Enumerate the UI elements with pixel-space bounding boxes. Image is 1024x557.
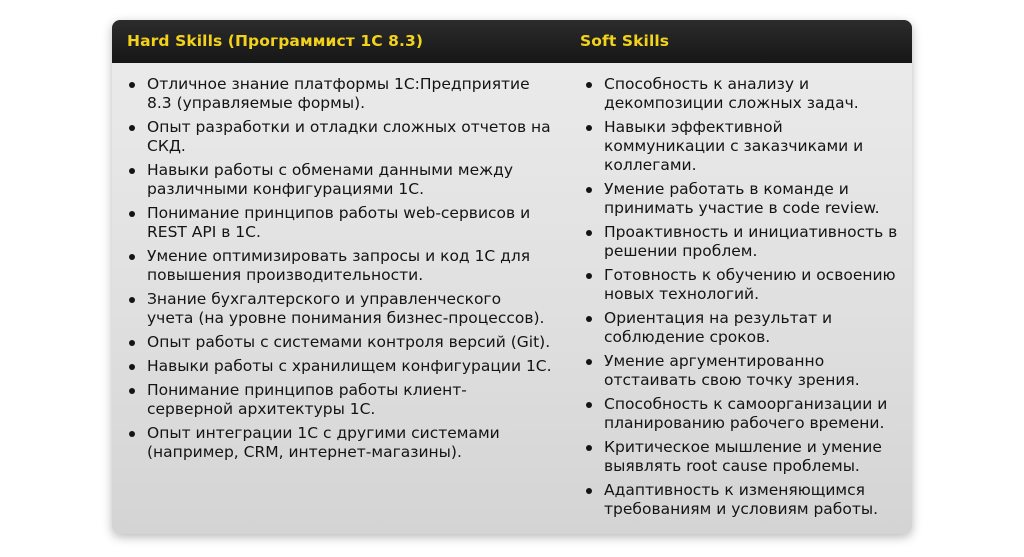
hard-skill-text: Навыки работы с обменами данными между различными конфигурациями 1С.	[147, 161, 514, 198]
soft-skill-text: Умение аргументированно отстаивать свою точку зрения.	[604, 352, 860, 389]
list-item	[584, 180, 904, 218]
hard-skill-text: Знание бухгалтерского и управленческого учета (на уровне понимания бизнес-процессов).	[147, 290, 545, 327]
bullet-icon	[129, 388, 135, 394]
list-item	[127, 424, 552, 462]
skills-table	[112, 20, 912, 534]
bullet-icon	[129, 297, 135, 303]
bullet-icon	[586, 187, 592, 193]
list-item	[127, 333, 552, 352]
hard-skill-text: Понимание принципов работы web-сервисов и REST API в 1С.	[147, 204, 531, 241]
list-item	[584, 118, 904, 175]
bullet-icon	[129, 168, 135, 174]
list-item	[584, 481, 904, 519]
bullet-icon	[586, 316, 592, 322]
list-item	[584, 309, 904, 347]
list-item	[127, 161, 552, 199]
soft-skill-text: Способность к самоорганизации и планированию рабочего времени.	[604, 395, 888, 432]
list-item	[127, 247, 552, 285]
bullet-icon	[586, 359, 592, 365]
list-item	[127, 204, 552, 242]
bullet-icon	[586, 445, 592, 451]
list-item	[584, 223, 904, 261]
hard-skills-heading: Hard Skills (Программист 1С 8.3)	[127, 32, 424, 50]
bullet-icon	[129, 364, 135, 370]
list-item	[584, 438, 904, 476]
list-item	[584, 395, 904, 433]
soft-skills-heading: Soft Skills	[580, 32, 670, 50]
list-item	[127, 75, 552, 113]
table-header	[112, 20, 912, 63]
list-item	[127, 357, 552, 376]
soft-skills-list	[584, 75, 904, 524]
list-item	[127, 290, 552, 328]
bullet-icon	[586, 230, 592, 236]
hard-skill-text: Опыт работы с системами контроля версий (Git).	[147, 333, 551, 351]
bullet-icon	[586, 402, 592, 408]
soft-skill-text: Навыки эффективной коммуникации с заказчиками и коллегами.	[604, 118, 864, 174]
list-item	[127, 381, 552, 419]
soft-skill-text: Проактивность и инициативность в решении проблем.	[604, 223, 898, 260]
list-item	[584, 352, 904, 390]
hard-skill-text: Понимание принципов работы клиент-серверной архитектуры 1С.	[147, 381, 467, 418]
hard-skill-text: Навыки работы с хранилищем конфигурации 1С.	[147, 357, 552, 375]
bullet-icon	[129, 254, 135, 260]
bullet-icon	[129, 211, 135, 217]
hard-skills-list	[127, 75, 552, 467]
bullet-icon	[129, 431, 135, 437]
hard-skill-text: Опыт интеграции 1С с другими системами (например, CRM, интернет-магазины).	[147, 424, 500, 461]
list-item	[127, 118, 552, 156]
bullet-icon	[129, 82, 135, 88]
soft-skill-text: Способность к анализу и декомпозиции сложных задач.	[604, 75, 859, 112]
soft-skill-text: Ориентация на результат и соблюдение сроков.	[604, 309, 833, 346]
bullet-icon	[129, 125, 135, 131]
bullet-icon	[586, 82, 592, 88]
bullet-icon	[586, 488, 592, 494]
list-item	[584, 75, 904, 113]
hard-skill-text: Умение оптимизировать запросы и код 1С для повышения производительности.	[147, 247, 531, 284]
bullet-icon	[586, 273, 592, 279]
hard-skill-text: Опыт разработки и отладки сложных отчетов на СКД.	[147, 118, 551, 155]
soft-skill-text: Умение работать в команде и принимать участие в code review.	[604, 180, 880, 217]
bullet-icon	[586, 125, 592, 131]
list-item	[584, 266, 904, 304]
soft-skill-text: Готовность к обучению и освоению новых технологий.	[604, 266, 896, 303]
soft-skill-text: Адаптивность к изменяющимся требованиям и условиям работы.	[604, 481, 879, 518]
bullet-icon	[129, 340, 135, 346]
soft-skill-text: Критическое мышление и умение выявлять root cause проблемы.	[604, 438, 882, 475]
hard-skill-text: Отличное знание платформы 1С:Предприятие 8.3 (управляемые формы).	[147, 75, 530, 112]
